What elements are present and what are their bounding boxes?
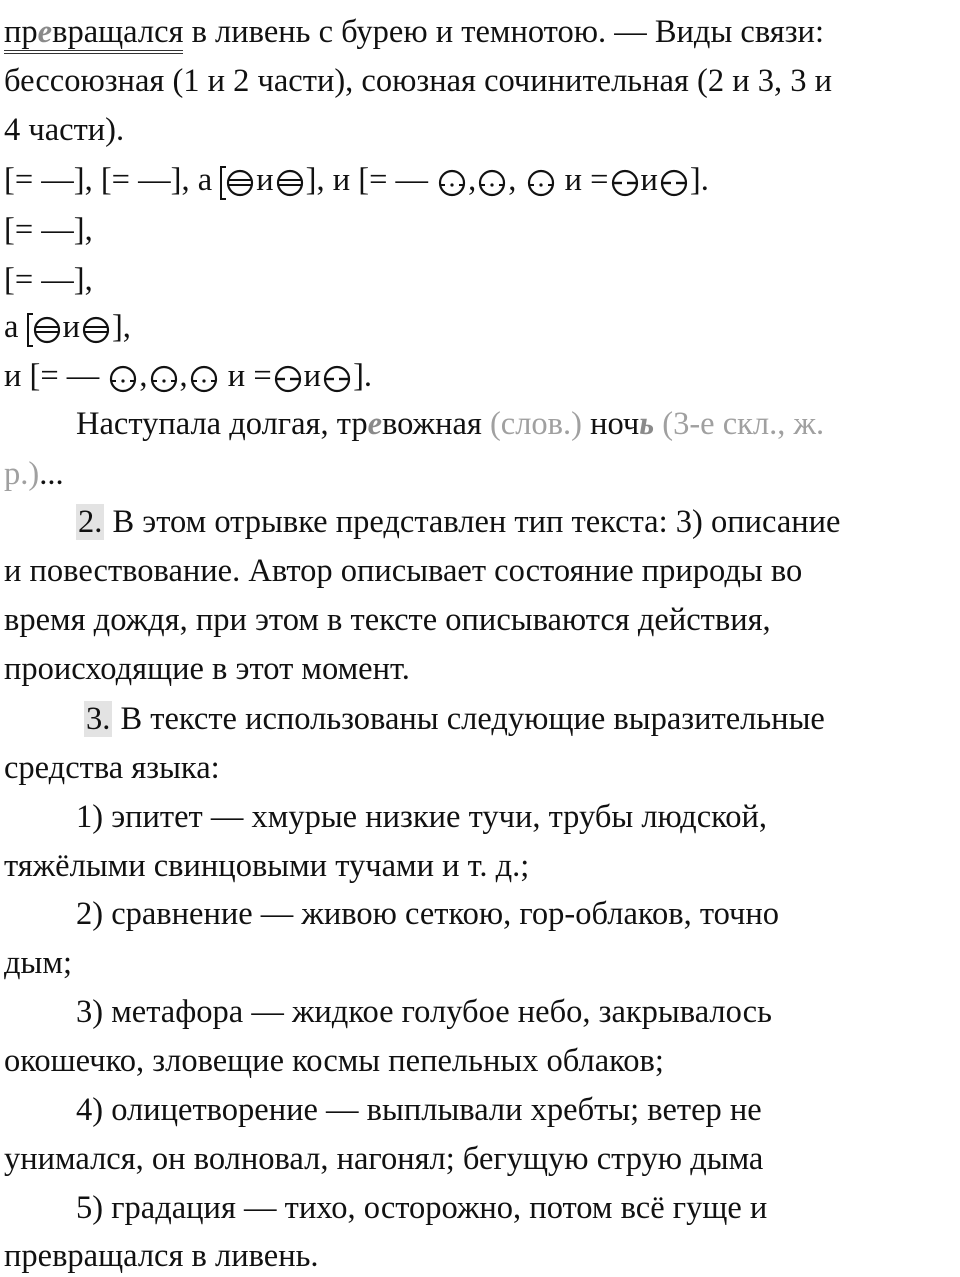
scheme-text: [= —], bbox=[4, 212, 93, 248]
text-span: 2) сравнение — живою сеткою, гор-облаков, точно bbox=[76, 896, 780, 932]
gray-note: (слов.) bbox=[489, 406, 582, 442]
scheme-text: , bbox=[468, 162, 477, 198]
list-item-1-line-1 bbox=[76, 797, 767, 837]
text-span: В тексте использованы следующие выразительные bbox=[112, 701, 825, 737]
scheme-text: и bbox=[303, 358, 322, 394]
text-line-2 bbox=[4, 61, 832, 101]
list-item-2-line-2 bbox=[4, 943, 72, 983]
answer-3-line-2 bbox=[4, 748, 220, 788]
scheme-text: ], и [= — bbox=[305, 162, 437, 198]
adverbial-circle-icon bbox=[477, 168, 507, 198]
scheme-text: ]. bbox=[353, 358, 373, 394]
answer-2-line-2 bbox=[4, 551, 802, 591]
answer-2-line-3 bbox=[4, 600, 771, 640]
object-circle-icon bbox=[659, 168, 689, 198]
text-line-3 bbox=[4, 110, 124, 150]
scheme-text: и [= — bbox=[4, 358, 108, 394]
scheme-part-1 bbox=[4, 210, 93, 250]
scheme-text: и bbox=[640, 162, 658, 198]
predicate-circle-icon bbox=[32, 315, 62, 345]
scheme-text: , bbox=[179, 358, 188, 394]
text-span: дым; bbox=[4, 945, 72, 981]
accent-letter: ь bbox=[639, 406, 655, 442]
word-part: пр bbox=[4, 14, 38, 50]
adverbial-circle-icon bbox=[149, 364, 179, 394]
scheme-text: и bbox=[62, 309, 80, 345]
list-item-5-line-1 bbox=[76, 1188, 767, 1228]
question-number: 2. bbox=[78, 504, 103, 540]
text-line-1 bbox=[4, 12, 824, 52]
text-span: бессоюзная (1 и 2 части), союзная сочинительная (2 и 3, 3 и bbox=[4, 63, 832, 99]
adverbial-circle-icon bbox=[108, 364, 138, 394]
text-span: 1) эпитет — хмурые низкие тучи, трубы людской, bbox=[76, 799, 768, 835]
underlined-word bbox=[4, 14, 183, 54]
list-item-4-line-2 bbox=[4, 1139, 763, 1179]
accent-letter: е bbox=[37, 14, 53, 50]
question-number: 3. bbox=[86, 701, 111, 737]
scheme-text: и = bbox=[556, 162, 609, 198]
answer-3-line-1 bbox=[84, 699, 825, 739]
list-item-1-line-2 bbox=[4, 846, 529, 886]
scheme-text: , bbox=[508, 162, 517, 198]
answer-2-line-1 bbox=[76, 502, 840, 542]
text-span: 4 части). bbox=[4, 112, 125, 148]
scheme-text: и bbox=[256, 162, 274, 198]
scheme-part-4 bbox=[4, 356, 372, 396]
object-circle-icon bbox=[322, 364, 352, 394]
text-span: ноч bbox=[581, 406, 640, 442]
gray-note: р.) bbox=[4, 456, 40, 492]
list-item-4-line-1 bbox=[76, 1090, 762, 1130]
text-span: происходящие в этот момент. bbox=[4, 651, 410, 687]
list-item-3-line-1 bbox=[76, 992, 772, 1032]
text-span: время дождя, при этом в тексте описываются действия, bbox=[4, 602, 771, 638]
text-span: 3) метафора — жидкое голубое небо, закрывалось bbox=[76, 994, 772, 1030]
text-span: тяжёлыми свинцовыми тучами и т. д.; bbox=[4, 848, 530, 884]
scheme-part-2 bbox=[4, 260, 93, 300]
predicate-circle-icon bbox=[225, 168, 255, 198]
scheme-part-3 bbox=[4, 307, 131, 347]
text-line-night bbox=[76, 404, 824, 444]
list-item-3-line-2 bbox=[4, 1041, 664, 1081]
text-span: окошечко, зловещие космы пепельных облаков; bbox=[4, 1043, 664, 1079]
text-span: вожная bbox=[382, 406, 490, 442]
scheme-text: и = bbox=[219, 358, 272, 394]
word-part: вращался bbox=[52, 14, 184, 50]
adverbial-circle-icon bbox=[526, 168, 556, 198]
text-span: и повествование. Автор описывает состояние природы во bbox=[4, 553, 803, 589]
scheme-text: , bbox=[139, 358, 148, 394]
scheme-text: ]. bbox=[689, 162, 709, 198]
answer-2-line-4 bbox=[4, 649, 410, 689]
gray-note: (3-е скл., ж. bbox=[654, 406, 825, 442]
adverbial-circle-icon bbox=[437, 168, 467, 198]
text-span: унимался, он волновал, нагонял; бегущую струю дыма bbox=[4, 1141, 764, 1177]
text-span: 5) градация — тихо, осторожно, потом всё гуще и bbox=[76, 1190, 768, 1226]
object-circle-icon bbox=[610, 168, 640, 198]
scheme-text: [= —], [= —], а bbox=[4, 162, 221, 198]
text-span: В этом отрывке представлен тип текста: 3) описание bbox=[104, 504, 841, 540]
accent-letter: е bbox=[367, 406, 383, 442]
text-span: ... bbox=[39, 456, 64, 492]
sentence-scheme bbox=[4, 160, 709, 200]
scheme-text: [= —], bbox=[4, 262, 93, 298]
text-span: 4) олицетворение — выплывали хребты; ветер не bbox=[76, 1092, 762, 1128]
text-span: Наступала долгая, тр bbox=[76, 406, 368, 442]
predicate-circle-icon bbox=[275, 168, 305, 198]
object-circle-icon bbox=[273, 364, 303, 394]
text-span: превращался в ливень. bbox=[4, 1238, 319, 1274]
predicate-circle-icon bbox=[81, 315, 111, 345]
text-span: в ливень с бурею и темнотою. — Виды связи: bbox=[183, 14, 824, 50]
text-span: средства языка: bbox=[4, 750, 220, 786]
scheme-text: а bbox=[4, 309, 27, 345]
adverbial-circle-icon bbox=[189, 364, 219, 394]
scheme-text: ], bbox=[111, 309, 131, 345]
text-line-night-2 bbox=[4, 454, 64, 494]
list-item-5-line-2 bbox=[4, 1236, 319, 1276]
list-item-2-line-1 bbox=[76, 894, 779, 934]
